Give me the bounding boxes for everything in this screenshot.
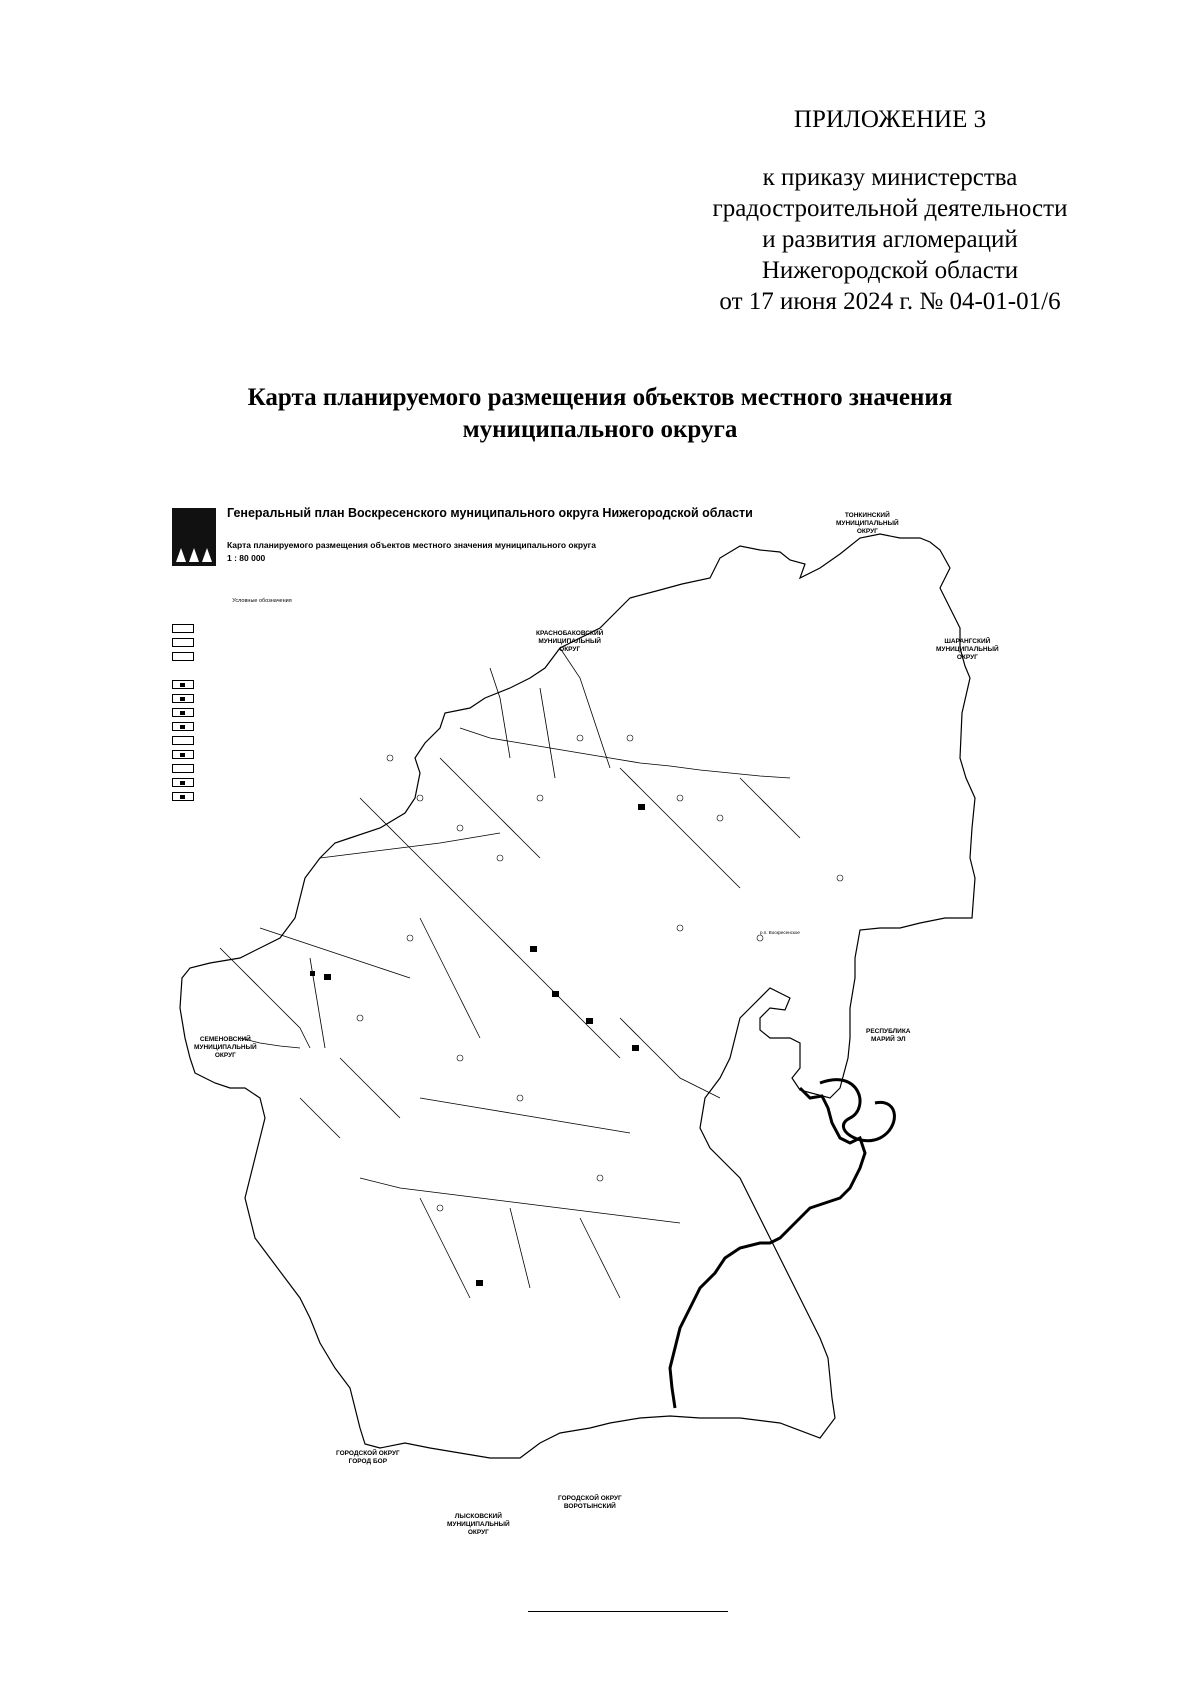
appendix-body (660, 162, 1120, 317)
marker-object (632, 1045, 639, 1051)
legend-swatch (172, 680, 194, 689)
map-legend (172, 598, 352, 804)
legend-row (172, 622, 352, 636)
region-label-tonkinsky: ТОНКИНСКИЙ МУНИЦИПАЛЬНЫЙ ОКРУГ (836, 512, 899, 535)
river-boundary (670, 1088, 865, 1408)
appendix-line-2: градостроительной деятельности (712, 195, 1068, 222)
legend-row (172, 790, 352, 804)
marker-object (530, 946, 537, 952)
legend-row (172, 720, 352, 734)
marker-object (638, 804, 645, 810)
district-emblem (172, 508, 216, 566)
legend-swatch (172, 638, 194, 647)
legend-row (172, 748, 352, 762)
legend-row (172, 636, 352, 650)
legend-title: Условные обозначения (232, 598, 292, 604)
marker-object (586, 1018, 593, 1024)
meander-loop (820, 1080, 894, 1141)
region-label-bor: ГОРОДСКОЙ ОКРУГ ГОРОД БОР (336, 1450, 400, 1465)
legend-row (172, 706, 352, 720)
legend-swatch (172, 750, 194, 759)
document-title-line-1: Карта планируемого размещения объектов местного значения (247, 384, 953, 411)
legend-row (172, 664, 352, 678)
legend-swatch (172, 652, 194, 661)
settlement-dots (357, 735, 843, 1211)
bottom-rule (528, 1611, 728, 1612)
map-scale: 1 : 80 000 (227, 553, 266, 563)
region-label-sharangsky: ШАРАНГСКИЙ МУНИЦИПАЛЬНЫЙ ОКРУГ (936, 638, 999, 661)
legend-swatch (172, 708, 194, 717)
emblem-tree-icon (189, 548, 199, 562)
settlement-label: р.п. Воскресенское (760, 930, 800, 935)
legend-row (172, 762, 352, 776)
document-title (140, 382, 1060, 446)
appendix-line-4: Нижегородской области (761, 257, 1019, 284)
region-label-semenovsky: СЕМЕНОВСКИЙ МУНИЦИПАЛЬНЫЙ ОКРУГ (194, 1036, 257, 1059)
appendix-line-3: и развития агломераций (762, 226, 1018, 253)
marker-object (310, 971, 315, 976)
legend-row (172, 776, 352, 790)
legend-row (172, 608, 352, 622)
document-title-line-2: муниципального округа (462, 416, 738, 443)
legend-swatch (172, 792, 194, 801)
region-label-mari-el: РЕСПУБЛИКА МАРИЙ ЭЛ (866, 1028, 911, 1043)
region-label-krasnobakovsky: КРАСНОБАКОВСКИЙ МУНИЦИПАЛЬНЫЙ ОКРУГ (536, 630, 604, 653)
object-markers (310, 804, 645, 1286)
map-title: Генеральный план Воскресенского муниципального округа Нижегородской области (227, 506, 753, 520)
emblem-tree-icon (176, 548, 186, 562)
legend-swatch (172, 722, 194, 731)
appendix-line-5: от 17 июня 2024 г. № 04-01-01/6 (719, 288, 1061, 315)
emblem-tree-icon (202, 548, 212, 562)
legend-swatch (172, 624, 194, 633)
marker-object (476, 1280, 483, 1286)
region-label-lyskovsky: ЛЫСКОВСКИЙ МУНИЦИПАЛЬНЫЙ ОКРУГ (447, 1513, 510, 1536)
legend-row (172, 678, 352, 692)
legend-swatch (172, 736, 194, 745)
appendix-line-1: к приказу министерства (762, 164, 1018, 191)
legend-swatch (172, 778, 194, 787)
legend-row (172, 650, 352, 664)
region-label-vorotynsky: ГОРОДСКОЙ ОКРУГ ВОРОТЫНСКИЙ (558, 1495, 622, 1510)
legend-swatch (172, 694, 194, 703)
map-figure (160, 498, 1090, 1583)
map-subtitle: Карта планируемого размещения объектов местного значения муниципального округа (227, 540, 596, 550)
legend-row (172, 734, 352, 748)
legend-row (172, 692, 352, 706)
appendix-title: ПРИЛОЖЕНИЕ 3 (793, 106, 987, 133)
legend-swatch (172, 764, 194, 773)
marker-object (552, 991, 559, 997)
marker-object (324, 974, 331, 980)
